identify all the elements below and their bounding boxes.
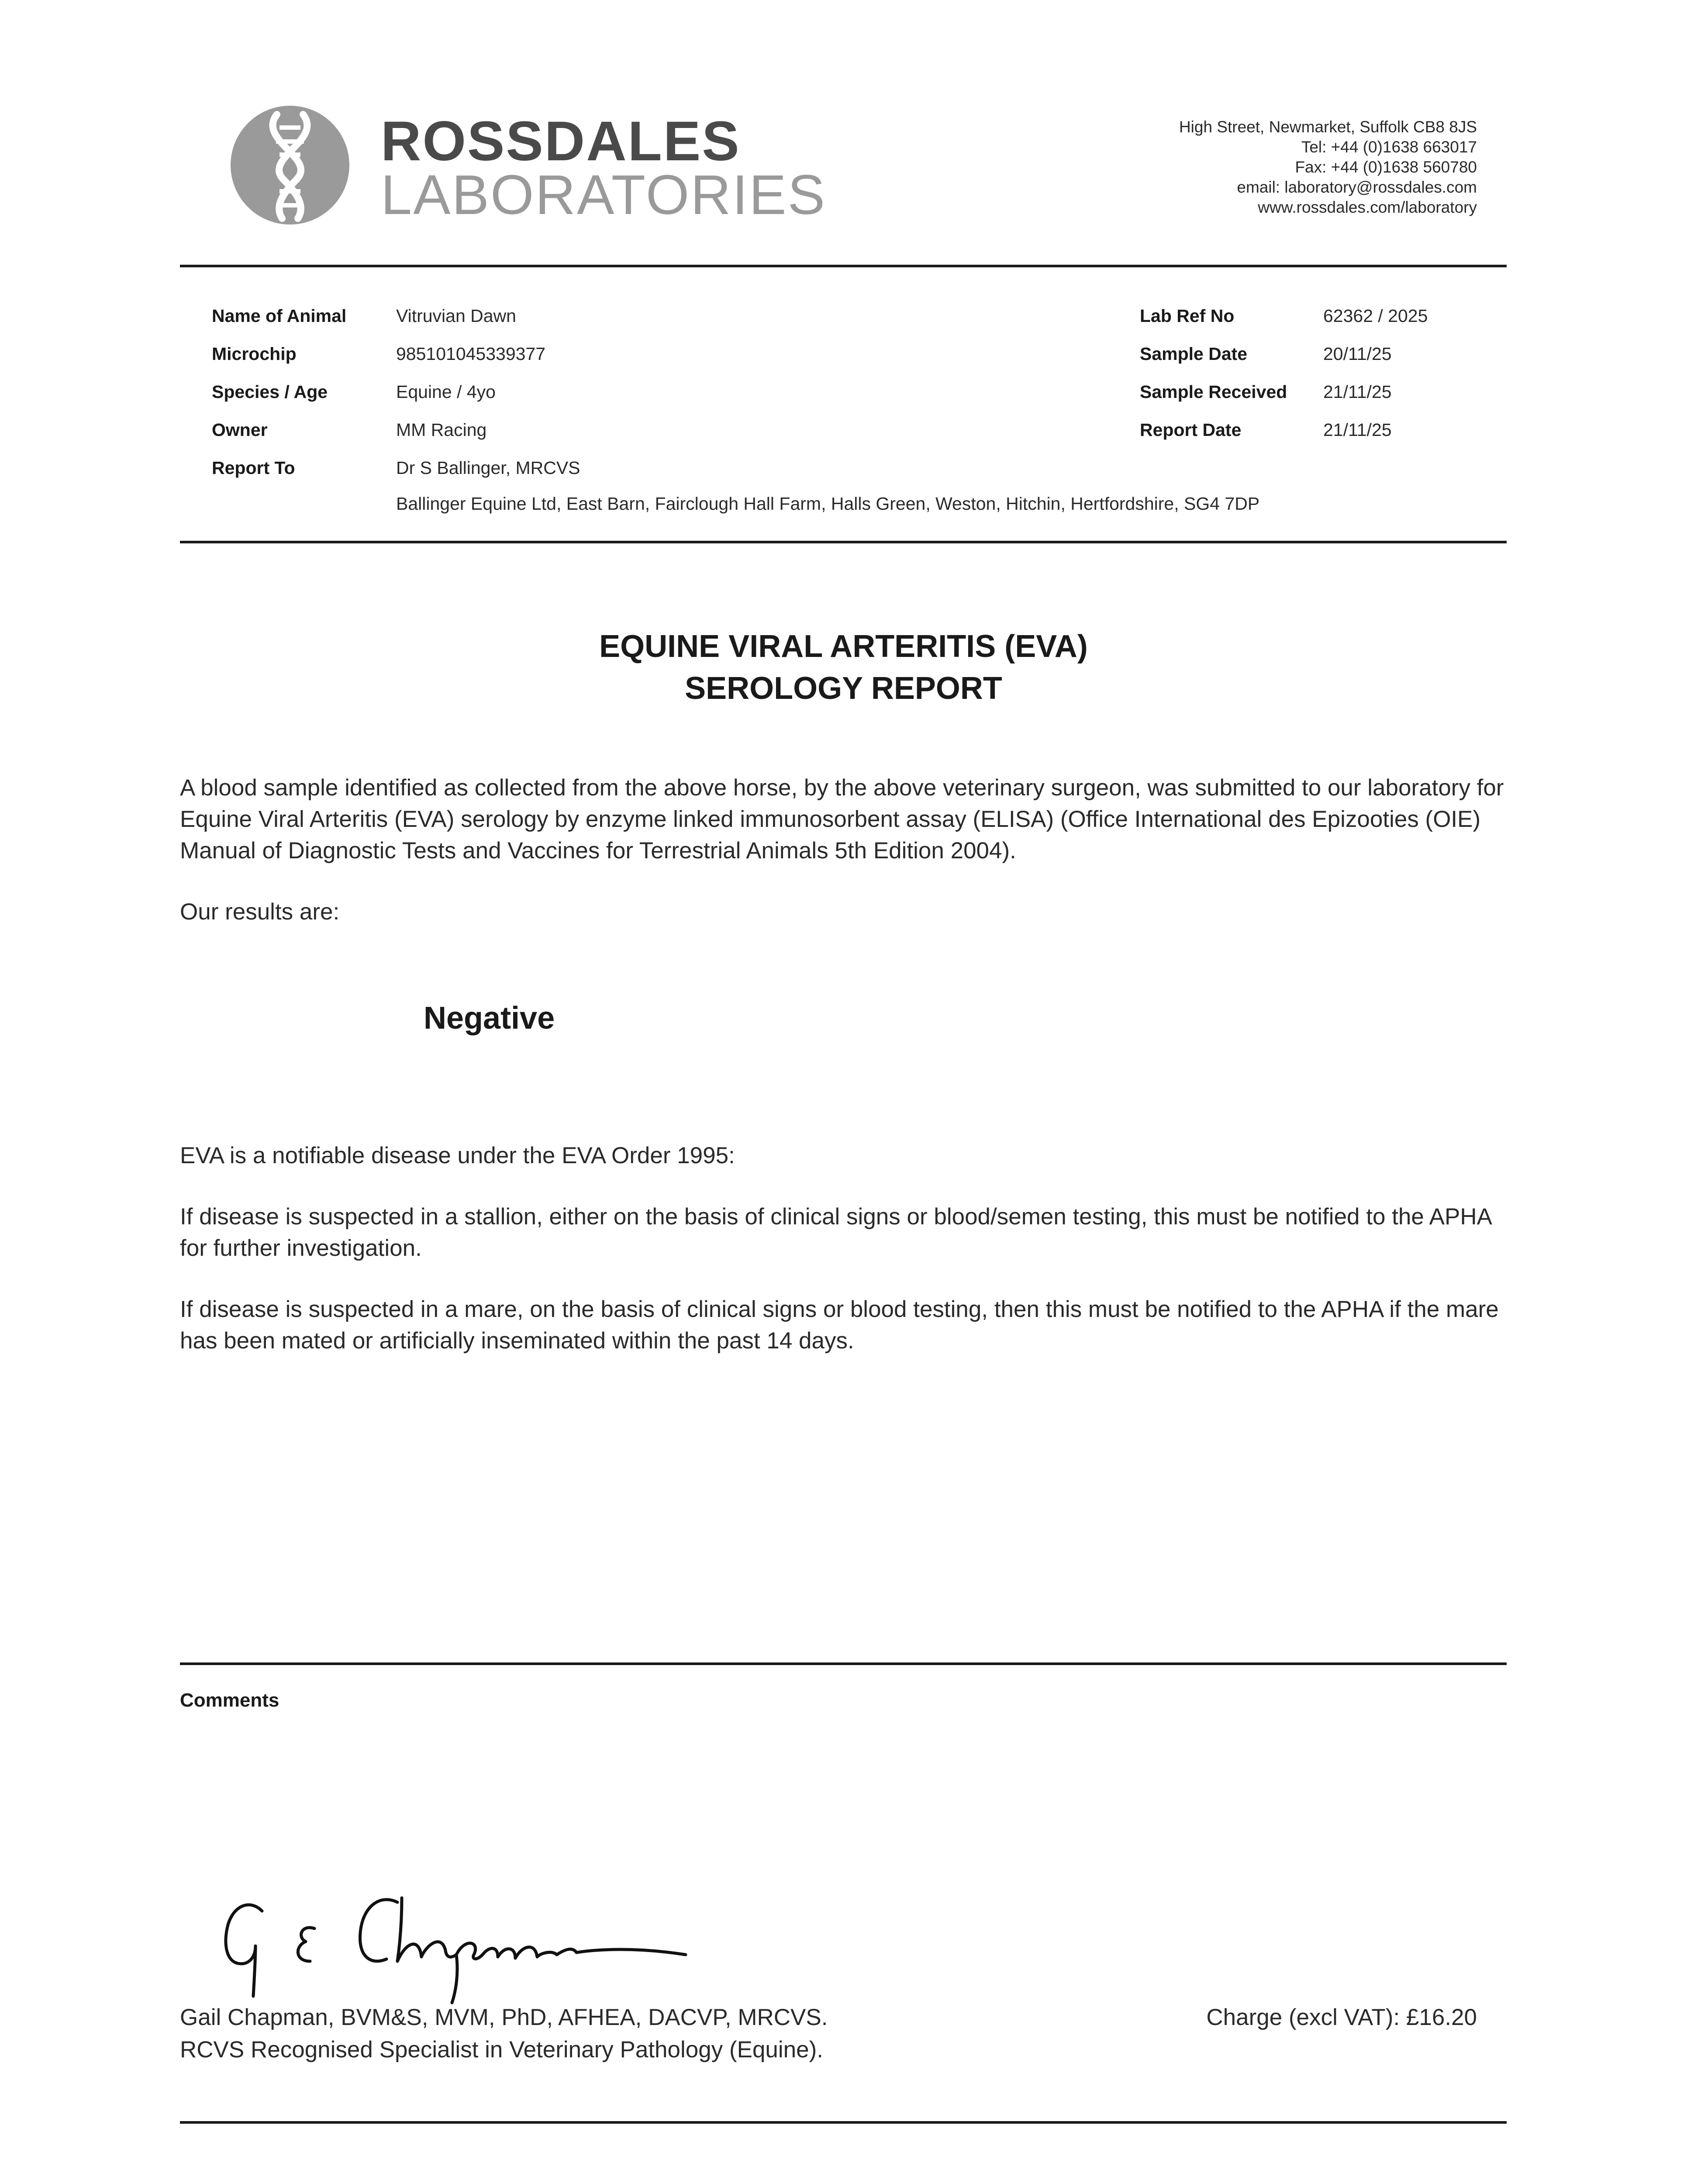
sample-received-value: 21/11/25	[1323, 382, 1392, 402]
dna-helix-icon	[231, 106, 349, 225]
name-of-animal-value: Vitruvian Dawn	[396, 306, 516, 326]
intro-paragraph: A blood sample identified as collected from the above horse, by the above veterinary surgeon, was submitted to our laboratory for Equine Viral Arteritis (EVA) serology by enzyme linked immunosorbent assay (ELISA) (Office International des Epizooties (OIE) Manual of Diagnostic Tests and Vaccines for Terrestrial Animals 5th Edition 2004).	[180, 775, 1504, 864]
report-to-value: Dr S Ballinger, MRCVS	[396, 458, 580, 478]
species-age-value: Equine / 4yo	[396, 382, 496, 402]
owner-label: Owner	[212, 420, 268, 440]
report-title-line1: EQUINE VIRAL ARTERITIS (EVA)	[599, 629, 1088, 664]
owner-value: MM Racing	[396, 420, 487, 440]
species-age-label: Species / Age	[212, 382, 328, 402]
sample-received-label: Sample Received	[1140, 382, 1287, 402]
header-divider	[180, 265, 1507, 267]
address-fax: Fax: +44 (0)1638 560780	[1295, 158, 1477, 176]
address-tel: Tel: +44 (0)1638 663017	[1301, 138, 1477, 156]
notifiable-statement: EVA is a notifiable disease under the EVA Order 1995:	[180, 1143, 735, 1168]
lab-ref-label: Lab Ref No	[1140, 306, 1235, 326]
comments-label: Comments	[180, 1690, 279, 1711]
logo-wordmark-line2: LABORATORIES	[381, 164, 826, 226]
result-value: Negative	[424, 1001, 555, 1036]
report-to-label: Report To	[212, 458, 295, 478]
signer-name-qualifications: Gail Chapman, BVM&S, MVM, PhD, AFHEA, DACVP, MRCVS.	[180, 2004, 828, 2030]
logo-wordmark-line1: ROSSDALES	[381, 110, 741, 173]
lab-ref-value: 62362 / 2025	[1323, 306, 1428, 326]
charge-amount: Charge (excl VAT): £16.20	[1206, 2004, 1477, 2030]
report-title-line2: SEROLOGY REPORT	[685, 671, 1002, 706]
signer-specialism: RCVS Recognised Specialist in Veterinary Pathology (Equine).	[180, 2037, 824, 2063]
stallion-note: If disease is suspected in a stallion, either on the basis of clinical signs or blood/semen testing, this must be notified to the APHA for further investigation.	[180, 1204, 1491, 1261]
lab-address-block	[1179, 117, 1477, 218]
comments-divider	[180, 1662, 1507, 1665]
info-divider	[180, 541, 1507, 543]
microchip-label: Microchip	[212, 344, 297, 364]
results-intro: Our results are:	[180, 899, 340, 925]
name-of-animal-label: Name of Animal	[212, 306, 347, 326]
address-website: www.rossdales.com/laboratory	[1258, 198, 1477, 216]
address-street: High Street, Newmarket, Suffolk CB8 8JS	[1179, 118, 1477, 136]
sample-date-label: Sample Date	[1140, 344, 1248, 364]
signer-details	[180, 2001, 828, 2066]
microchip-value: 985101045339377	[396, 344, 546, 364]
report-date-label: Report Date	[1140, 420, 1242, 440]
report-date-value: 21/11/25	[1323, 420, 1392, 440]
sample-date-value: 20/11/25	[1323, 344, 1392, 364]
report-to-address: Ballinger Equine Ltd, East Barn, Fairclough Hall Farm, Halls Green, Weston, Hitchin, Hertfordshire, SG4 7DP	[396, 494, 1260, 514]
mare-note: If disease is suspected in a mare, on the basis of clinical signs or blood testing, then this must be notified to the APHA if the mare has been mated or artificially inseminated within the past 14 days.	[180, 1296, 1499, 1354]
footer-divider	[180, 2121, 1507, 2124]
address-email: email: laboratory@rossdales.com	[1237, 178, 1477, 196]
signature-image	[214, 1880, 703, 2007]
